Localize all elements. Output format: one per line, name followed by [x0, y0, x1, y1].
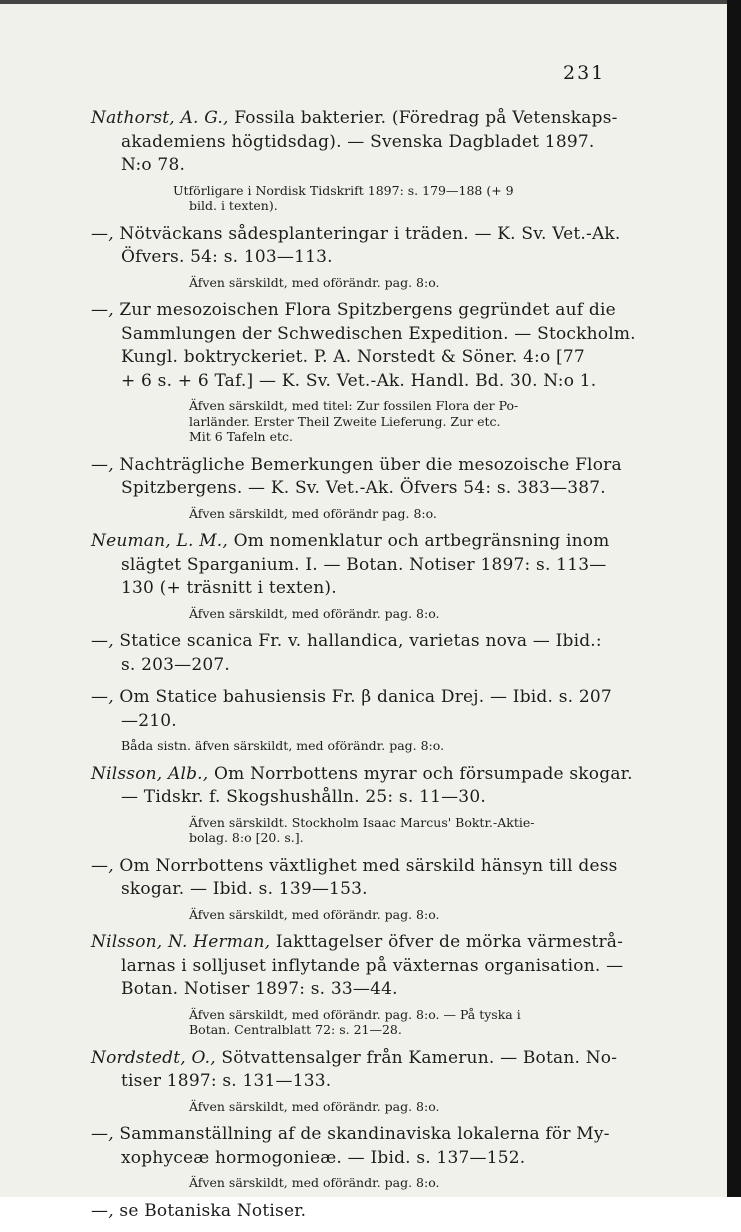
entry-title: Om Norrbottens växtlighet med särskild hänsyn till dess	[114, 856, 618, 876]
page-top-edge	[0, 0, 741, 4]
entry-title: Om Norrbottens myrar och försumpade skogar.	[208, 764, 632, 784]
entry-author: Nilsson, N. Herman,	[91, 932, 270, 952]
entry-title: Sötvattensalger från Kamerun. — Botan. No-	[216, 1048, 617, 1068]
bibliography-entry	[91, 223, 631, 300]
entry-continuation-line: skogar. — Ibid. s. 139—153.	[91, 878, 631, 902]
entry-title: Iakttagelser öfver de mörka värmestrå-	[270, 932, 623, 952]
bibliography-entry	[91, 1123, 631, 1200]
bibliography-entry	[91, 686, 631, 763]
entry-first-line	[91, 686, 631, 710]
entry-author: —,	[91, 300, 114, 320]
entry-first-line	[91, 223, 631, 247]
entry-title: Statice scanica Fr. v. hallandica, varietas nova — Ibid.:	[114, 631, 602, 651]
entry-first-line	[91, 107, 631, 131]
entry-continuation-line: 130 (+ träsnitt i texten).	[91, 577, 631, 601]
entry-title: Nötväckans sådesplanteringar i träden. — K. Sv. Vet.-Ak.	[114, 224, 621, 244]
entry-author: —,	[91, 856, 114, 876]
entry-author: Nordstedt, O.,	[91, 1048, 216, 1068]
bibliography-entry	[91, 630, 631, 686]
entry-note: Äfven särskildt, med oförändr. pag. 8:o.	[91, 1175, 631, 1191]
entry-author: —,	[91, 687, 114, 707]
entry-note: larländer. Erster Theil Zweite Lieferung. Zur etc.	[91, 414, 631, 430]
scan-border	[727, 0, 741, 1197]
bibliography-entry	[91, 454, 631, 531]
entry-author: —,	[91, 631, 114, 651]
entry-title: Zur mesozoischen Flora Spitzbergens gegründet auf die	[114, 300, 616, 320]
entry-note: Äfven särskildt, med oförändr. pag. 8:o.	[91, 606, 631, 622]
bibliography-entry	[91, 299, 631, 454]
entry-continuation-line: —210.	[91, 710, 631, 734]
entry-title: Om nomenklatur och artbegränsning inom	[228, 531, 610, 551]
entry-note: bild. i texten).	[91, 198, 631, 214]
entry-author: —,	[91, 1201, 114, 1221]
bibliography-entry	[91, 1200, 631, 1232]
entry-first-line	[91, 763, 631, 787]
entry-continuation-line: + 6 s. + 6 Taf.] — K. Sv. Vet.-Ak. Handl. Bd. 30. N:o 1.	[91, 370, 631, 394]
entry-first-line	[91, 1123, 631, 1147]
entry-first-line	[91, 855, 631, 879]
entry-first-line	[91, 630, 631, 654]
entry-continuation-line: larnas i solljuset inflytande på växternas organisation. —	[91, 955, 631, 979]
entry-note: Båda sistn. äfven särskildt, med oförändr. pag. 8:o.	[91, 738, 631, 754]
bibliography-entry	[91, 763, 631, 855]
entry-author: —,	[91, 224, 114, 244]
entry-note: Mit 6 Tafeln etc.	[91, 429, 631, 445]
bibliography-entry	[91, 107, 631, 223]
entry-note: Äfven särskildt, med titel: Zur fossilen Flora der Po-	[91, 398, 631, 414]
entry-title: Sammanställning af de skandinaviska lokalerna för My-	[114, 1124, 610, 1144]
entry-first-line	[91, 299, 631, 323]
entry-author: —,	[91, 1124, 114, 1144]
entry-continuation-line: Sammlungen der Schwedischen Expedition. — Stockholm.	[91, 323, 631, 347]
entry-continuation-line: N:o 78.	[91, 154, 631, 178]
entry-note: Äfven särskildt, med oförändr. pag. 8:o.	[91, 275, 631, 291]
bibliography-list	[91, 107, 631, 1232]
entry-first-line	[91, 1047, 631, 1071]
entry-note: Äfven särskildt, med oförändr. pag. 8:o. — På tyska i	[91, 1007, 631, 1023]
entry-first-line	[91, 454, 631, 478]
entry-author: Nilsson, Alb.,	[91, 764, 208, 784]
entry-title: Om Statice bahusiensis Fr. β danica Drej. — Ibid. s. 207	[114, 687, 612, 707]
bibliography-entry	[91, 931, 631, 1047]
entry-continuation-line: — Tidskr. f. Skogshushålln. 25: s. 11—30.	[91, 786, 631, 810]
entry-note: Äfven särskildt, med oförändr. pag. 8:o.	[91, 1099, 631, 1115]
entry-author: Neuman, L. M.,	[91, 531, 228, 551]
entry-note: bolag. 8:o [20. s.].	[91, 830, 631, 846]
entry-note: Äfven särskildt, med oförändr pag. 8:o.	[91, 506, 631, 522]
entry-note: Botan. Centralblatt 72: s. 21—28.	[91, 1022, 631, 1038]
bibliography-entry	[91, 530, 631, 630]
entry-continuation-line: Kungl. boktryckeriet. P. A. Norstedt & Söner. 4:o [77	[91, 346, 631, 370]
entry-first-line	[91, 931, 631, 955]
entry-note: Utförligare i Nordisk Tidskrift 1897: s. 179—188 (+ 9	[91, 183, 631, 199]
entry-continuation-line: Botan. Notiser 1897: s. 33—44.	[91, 978, 631, 1002]
entry-continuation-line: slägtet Sparganium. I. — Botan. Notiser 1897: s. 113—	[91, 554, 631, 578]
entry-continuation-line: akademiens högtidsdag). — Svenska Dagbladet 1897.	[91, 131, 631, 155]
entry-title: Nachträgliche Bemerkungen über die mesozoische Flora	[114, 455, 622, 475]
entry-continuation-line: tiser 1897: s. 131—133.	[91, 1070, 631, 1094]
entry-title: se Botaniska Notiser.	[114, 1201, 306, 1221]
bibliography-entry	[91, 1047, 631, 1124]
bibliography-entry	[91, 855, 631, 932]
entry-continuation-line: s. 203—207.	[91, 654, 631, 678]
entry-author: —,	[91, 455, 114, 475]
entry-note: Äfven särskildt, med oförändr. pag. 8:o.	[91, 907, 631, 923]
entry-continuation-line: xophyceæ hormogonieæ. — Ibid. s. 137—152.	[91, 1147, 631, 1171]
entry-first-line	[91, 530, 631, 554]
page-number: 231	[563, 62, 605, 84]
entry-note: Äfven särskildt. Stockholm Isaac Marcus' Boktr.-Aktie-	[91, 815, 631, 831]
entry-first-line	[91, 1200, 631, 1224]
entry-continuation-line: Öfvers. 54: s. 103—113.	[91, 246, 631, 270]
entry-author: Nathorst, A. G.,	[91, 108, 229, 128]
entry-continuation-line: Spitzbergens. — K. Sv. Vet.-Ak. Öfvers 54: s. 383—387.	[91, 477, 631, 501]
entry-title: Fossila bakterier. (Föredrag på Vetenskaps-	[229, 108, 618, 128]
